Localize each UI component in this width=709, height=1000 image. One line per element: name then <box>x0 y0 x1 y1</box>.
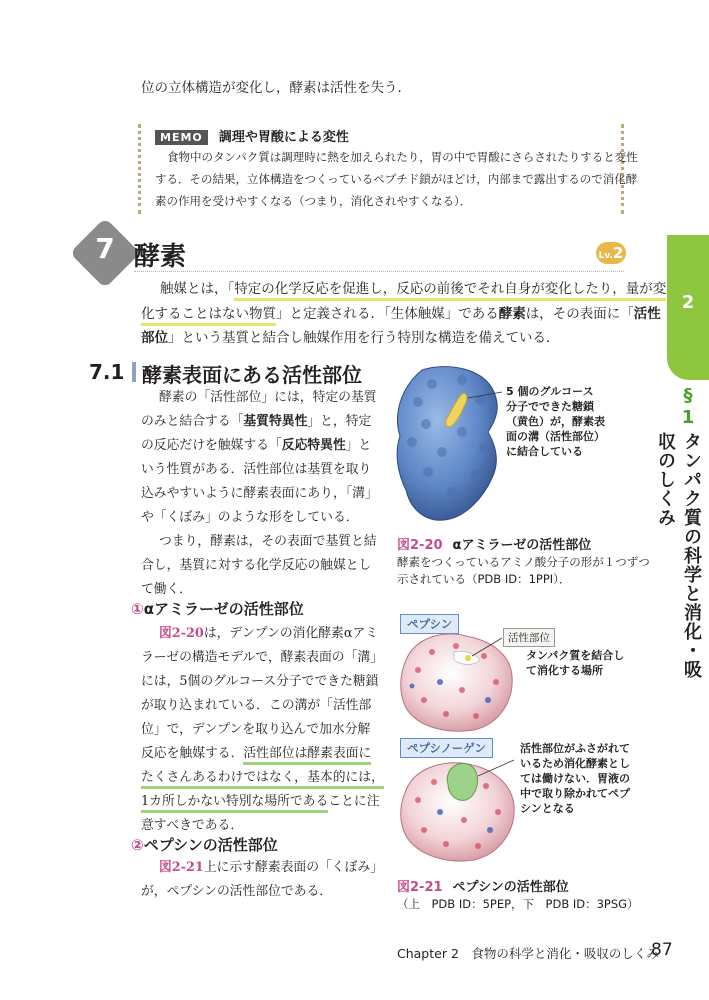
para-line: て働く． <box>141 582 192 597</box>
para-line: には，5個のグルコース分子でできた糖鎖 <box>141 674 379 689</box>
page-number: 87 <box>651 940 673 960</box>
para-highlight: たくさんあるわけではなく，基本的には， <box>141 770 384 789</box>
subsection-number: 7.1 <box>89 360 125 384</box>
intro-bold: 活性 <box>633 306 661 322</box>
item-1-title: αアミラーゼの活性部位 <box>143 600 304 618</box>
level-number: 2 <box>612 244 624 262</box>
para-line: 合し，基質に対する化学反応の触媒とし <box>141 558 372 573</box>
para-text: は，デンプンの消化酵素αアミ <box>203 626 379 641</box>
annotation-line: いるため消化酵素とし <box>520 757 630 770</box>
memo-line-2: する．その結果，立体構造をつくっているペプチド鎖がほどけ，内部まで露出するので消化酵 <box>155 172 638 186</box>
para-line <box>141 622 387 646</box>
section-divider <box>134 271 624 272</box>
fig-2-21-caption: （上 PDB ID：5PEP，下 PDB ID：3PSG） <box>397 897 639 911</box>
para-line <box>141 742 387 766</box>
para-line: が取り込まれている．この溝が「活性部 <box>141 698 372 713</box>
intro-text: 触媒とは，「 <box>160 281 235 297</box>
caption-line: 示されている（PDB ID：1PPI）． <box>397 572 571 586</box>
vertical-chapter-title: タンパク質の科学と消化・吸収のしくみ <box>655 432 702 679</box>
annotation-line: シンとなる <box>520 802 575 815</box>
annotation-line: 活性部位がふさがれて <box>520 742 630 755</box>
paragraph-pepsin <box>141 856 387 904</box>
section-mark <box>667 385 709 429</box>
para-highlight: 1カ所しかない特別な場所である <box>141 794 328 813</box>
para-line: ラーゼの構造モデルで，酵素表面の「溝」 <box>141 650 383 665</box>
caption-line: 酵素をつくっているアミノ酸分子の形が１つずつ <box>397 555 650 569</box>
annotation-line: 5 個のグルコース <box>506 385 594 398</box>
para-line: いう性質がある．活性部位は基質を取り <box>141 462 372 477</box>
para-line: 意すべきである． <box>141 818 244 833</box>
para-text: 」と <box>345 438 372 453</box>
pepsinogen-tag: ペプシノーゲン <box>400 738 493 758</box>
intro-text: は，その表面に「 <box>525 306 634 322</box>
active-site-label: 活性部位 <box>503 628 555 647</box>
figure-ref-2-20: 図2-20 <box>159 626 204 641</box>
para-line <box>141 790 387 814</box>
intro-text: 」と定義される．「生体触媒」である <box>276 306 499 322</box>
memo-tag: MEMO <box>155 130 208 145</box>
annotation-line: 分子でできた糖鎖 <box>506 400 594 413</box>
intro-highlight: 化することはない物質 <box>141 306 276 326</box>
annotation-line: （黄色）が，酵素表 <box>506 415 605 428</box>
item-2-heading <box>131 834 278 855</box>
item-1-number: ① <box>131 600 144 618</box>
item-1-heading <box>131 598 304 619</box>
footer-chapter: Chapter 2 食物の科学と消化・吸収のしくみ <box>397 946 659 961</box>
pepsin-structure-image <box>396 630 516 732</box>
para-text: 反応を触媒する． <box>141 746 244 761</box>
para-line: つまり，酵素は，その表面で基質と結 <box>159 534 377 549</box>
para-line <box>141 856 387 880</box>
chapter-tab-number: 2 <box>681 292 695 313</box>
item-2-number: ② <box>131 836 144 854</box>
intro-line-2 <box>141 302 661 326</box>
intro-bold: 酵素 <box>498 306 526 322</box>
paragraph-amylase <box>141 622 387 838</box>
section-symbol: § <box>683 385 693 406</box>
subsection-bar <box>132 362 136 382</box>
para-bold: 基質特異性 <box>243 414 308 429</box>
annotation-line: タンパク質を結合し <box>526 649 625 662</box>
figure-title: αアミラーゼの活性部位 <box>452 538 592 553</box>
pepsinogen-structure-image <box>396 756 518 862</box>
figure-label: 図2-21 <box>397 880 443 895</box>
para-line: 込みやすいように酵素表面にあり，「溝」 <box>141 486 378 501</box>
annotation-line: 面の溝（活性部位） <box>506 430 605 443</box>
continuation-line: 位の立体構造が変化し，酵素は活性を失う． <box>141 80 411 96</box>
fig-2-20-annotation <box>506 384 605 459</box>
para-text: ことに注 <box>328 794 380 809</box>
section-number: 7 <box>95 232 115 265</box>
fig-2-21-annotation-top <box>526 648 624 678</box>
memo-title: 調理や胃酸による変性 <box>218 130 349 145</box>
para-text: 」と，特定 <box>307 414 372 429</box>
para-bold: 反応特異性 <box>281 438 346 453</box>
section-index: 1 <box>681 407 695 428</box>
intro-line-3 <box>141 326 560 350</box>
amylase-structure-image <box>392 362 504 522</box>
para-text: 上に示す酵素表面の「くぼみ」 <box>203 860 383 875</box>
figure-title: ペプシンの活性部位 <box>452 880 569 895</box>
memo-line-3: 素の作用を受けやすくなる（つまり，消化されやすくなる）． <box>155 194 472 208</box>
intro-highlight: 特定の化学反応を促進し，反応の前後でそれ自身が変化したり，量が変 <box>234 281 666 301</box>
paragraph-active-site <box>141 386 387 602</box>
fig-2-21-annotation-bottom <box>520 741 630 816</box>
para-line: や「くぼみ」のような形をしている． <box>141 510 359 525</box>
para-highlight: 活性部位は酵素表面に <box>243 746 371 765</box>
intro-bold: 部位 <box>141 330 168 346</box>
para-text: のみと結合する「 <box>141 414 244 429</box>
intro-line-1 <box>160 277 666 301</box>
annotation-line: 中で取り除かれてペプ <box>520 787 630 800</box>
intro-text: 」という基質と結合し触媒作用を行う特別な構造を備えている． <box>168 330 560 346</box>
annotation-line: に結合している <box>506 445 583 458</box>
para-line: 位」で，デンプンを取り込んで加水分解 <box>141 722 371 737</box>
figure-ref-2-21: 図2-21 <box>159 860 204 875</box>
level-badge <box>596 242 626 264</box>
annotation-line: ては働けない．胃液の <box>520 772 630 785</box>
annotation-line: て消化する場所 <box>526 664 603 677</box>
subsection-title: 酵素表面にある活性部位 <box>142 363 362 387</box>
fig-2-20-caption <box>397 554 650 588</box>
level-prefix: Lv. <box>598 251 613 261</box>
memo-header <box>155 126 607 145</box>
item-2-title: ペプシンの活性部位 <box>143 836 278 854</box>
para-line: が，ペプシンの活性部位である． <box>141 884 333 899</box>
memo-line-1: 食物中のタンパク質は調理時に熱を加えられたり，胃の中で胃酸にさらされたりすると変性 <box>167 150 638 164</box>
para-line <box>141 766 387 790</box>
para-text: の反応だけを触媒する「 <box>141 438 282 453</box>
para-line <box>141 434 387 458</box>
memo-box <box>138 124 638 214</box>
para-line: 酵素の「活性部位」には，特定の基質 <box>159 390 377 405</box>
fig-2-20-caption-title <box>397 534 591 553</box>
pepsin-tag: ペプシン <box>400 614 459 634</box>
fig-2-21-caption-title <box>397 876 569 895</box>
section-title: 酵素 <box>134 242 187 272</box>
figure-label: 図2-20 <box>397 538 443 553</box>
para-line <box>141 410 387 434</box>
